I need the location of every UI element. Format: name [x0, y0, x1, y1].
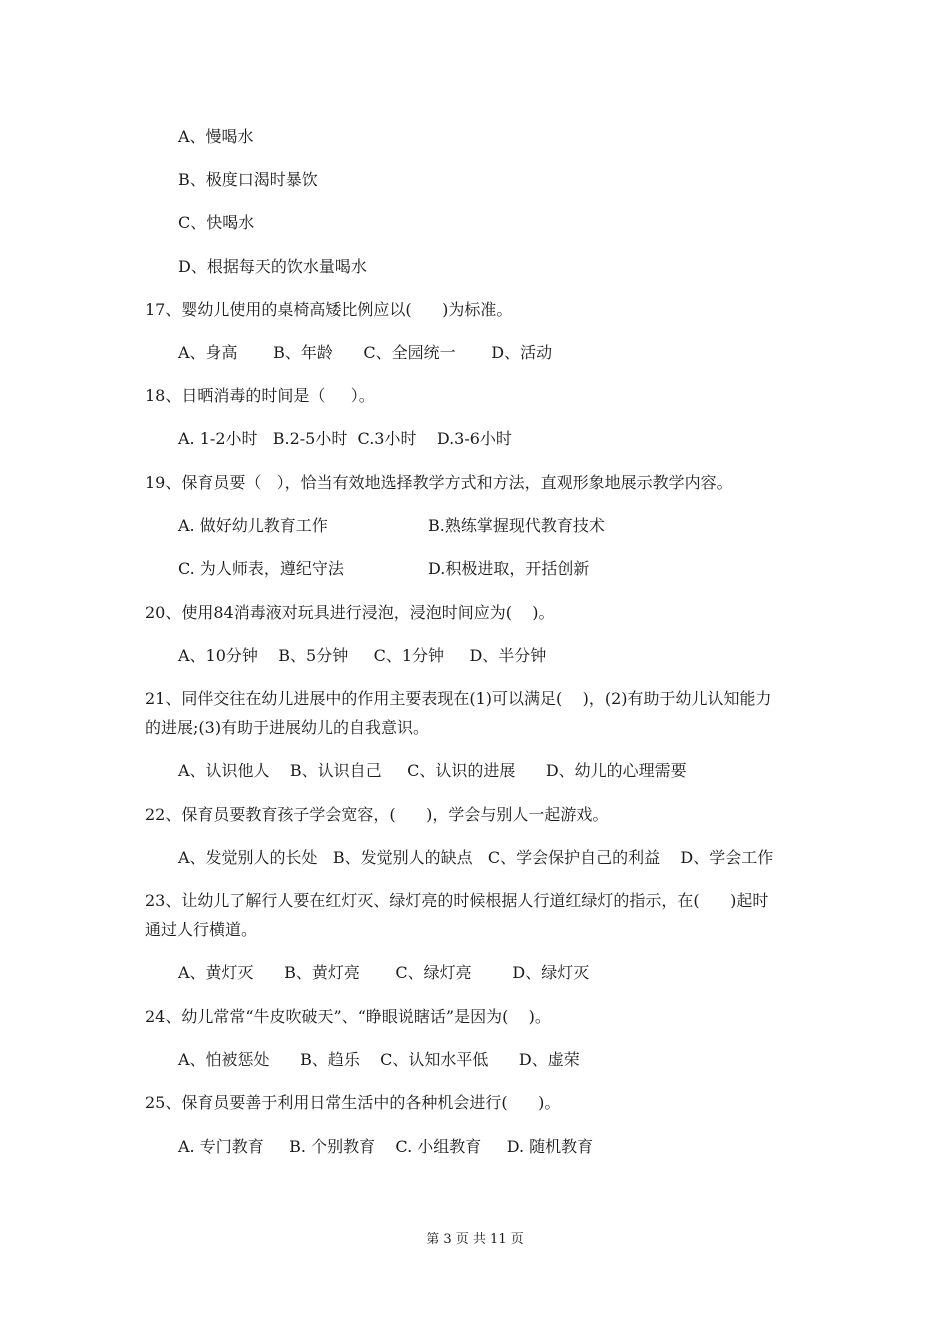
q22-stem: 22、保育员要教育孩子学会宽容，( )，学会与别人一起游戏。	[145, 805, 609, 824]
q24-stem: 24、幼儿常常“牛皮吹破天”、“睁眼说瞎话”是因为( )。	[145, 1007, 551, 1026]
q18-stem: 18、日晒消毒的时间是（ ）。	[145, 386, 375, 405]
q18-options: A. 1-2小时 B.2-5小时 C.3小时 D.3-6小时	[178, 429, 512, 448]
q19-stem: 19、保育员要（ ），恰当有效地选择教学方式和方法，直观形象地展示教学内容。	[145, 473, 733, 492]
q24-options: A、怕被惩处 B、趋乐 C、认知水平低 D、虚荣	[178, 1050, 580, 1069]
q25-stem: 25、保育员要善于利用日常生活中的各种机会进行( )。	[145, 1093, 561, 1112]
q23-stem-line-1: 23、让幼儿了解行人要在红灯灭、绿灯亮的时候根据人行道红绿灯的指示，在( )起时	[145, 891, 769, 910]
q21-stem-line-2: 的进展;(3)有助于进展幼儿的自我意识。	[145, 718, 430, 737]
q19-option-d: D.积极进取，开括创新	[428, 559, 590, 578]
q21-stem-line-1: 21、同伴交往在幼儿进展中的作用主要表现在(1)可以满足( )，(2)有助于幼儿认知能力	[145, 689, 772, 708]
q19-option-c: C. 为人师表，遵纪守法	[178, 559, 344, 578]
q19-option-b: B.熟练掌握现代教育技术	[428, 516, 605, 535]
q16-option-b: B、极度口渴时暴饮	[178, 170, 318, 189]
q23-stem-line-2: 通过人行横道。	[145, 920, 258, 939]
q17-options: A、身高 B、年龄 C、全园统一 D、活动	[178, 343, 553, 362]
q17-stem: 17、婴幼儿使用的桌椅高矮比例应以( )为标准。	[145, 300, 513, 319]
page-number: 第 3 页 共 11 页	[426, 1232, 524, 1247]
q20-options: A、10分钟 B、5分钟 C、1分钟 D、半分钟	[178, 646, 547, 665]
q16-option-d: D、根据每天的饮水量喝水	[178, 257, 367, 276]
q19-option-a: A. 做好幼儿教育工作	[178, 516, 328, 535]
q20-stem: 20、使用84消毒液对玩具进行浸泡，浸泡时间应为( )。	[145, 603, 555, 622]
q16-option-c: C、快喝水	[178, 213, 255, 232]
q22-options: A、发觉别人的长处 B、发觉别人的缺点 C、学会保护自己的利益 D、学会工作	[178, 848, 774, 867]
q21-options: A、认识他人 B、认识自己 C、认识的进展 D、幼儿的心理需要	[178, 761, 687, 780]
q23-options: A、黄灯灭 B、黄灯亮 C、绿灯亮 D、绿灯灭	[178, 963, 590, 982]
q25-options: A. 专门教育 B. 个别教育 C. 小组教育 D. 随机教育	[178, 1137, 594, 1156]
q16-option-a: A、慢喝水	[178, 127, 254, 146]
